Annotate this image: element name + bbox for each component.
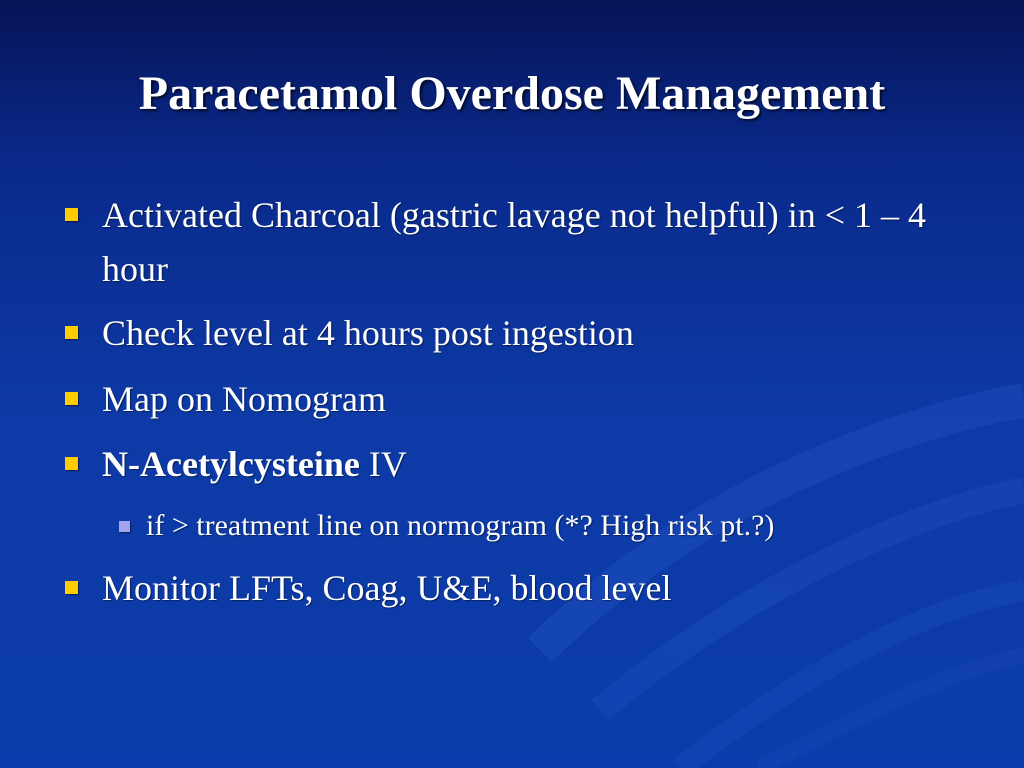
- sub-bullet-text: if > treatment line on normogram (*? High risk pt.?): [146, 509, 775, 542]
- bullet-item: [102, 437, 982, 491]
- bullet-item: [102, 372, 982, 426]
- bullet-text: Activated Charcoal (gastric lavage not helpful) in < 1 – 4 hour: [102, 195, 927, 289]
- square-bullet-icon: [65, 208, 78, 221]
- square-bullet-icon: [65, 392, 78, 405]
- bullet-bold-text: N-Acetylcysteine: [102, 444, 360, 484]
- bullet-text: IV: [359, 444, 407, 484]
- bullet-text: Check level at 4 hours post ingestion: [102, 313, 634, 353]
- slide-title: Paracetamol Overdose Management: [138, 67, 886, 120]
- bullet-text: Monitor LFTs, Coag, U&E, blood level: [102, 568, 672, 608]
- square-bullet-icon: [65, 457, 78, 470]
- bullet-item: [102, 561, 982, 615]
- square-bullet-icon: [65, 326, 78, 339]
- bullet-text: Map on Nomogram: [102, 379, 386, 419]
- bullet-item: [102, 306, 982, 360]
- sub-bullet-item: [146, 506, 986, 546]
- bullet-item: [102, 188, 982, 296]
- square-bullet-icon: [65, 581, 78, 594]
- square-bullet-icon: [119, 521, 130, 532]
